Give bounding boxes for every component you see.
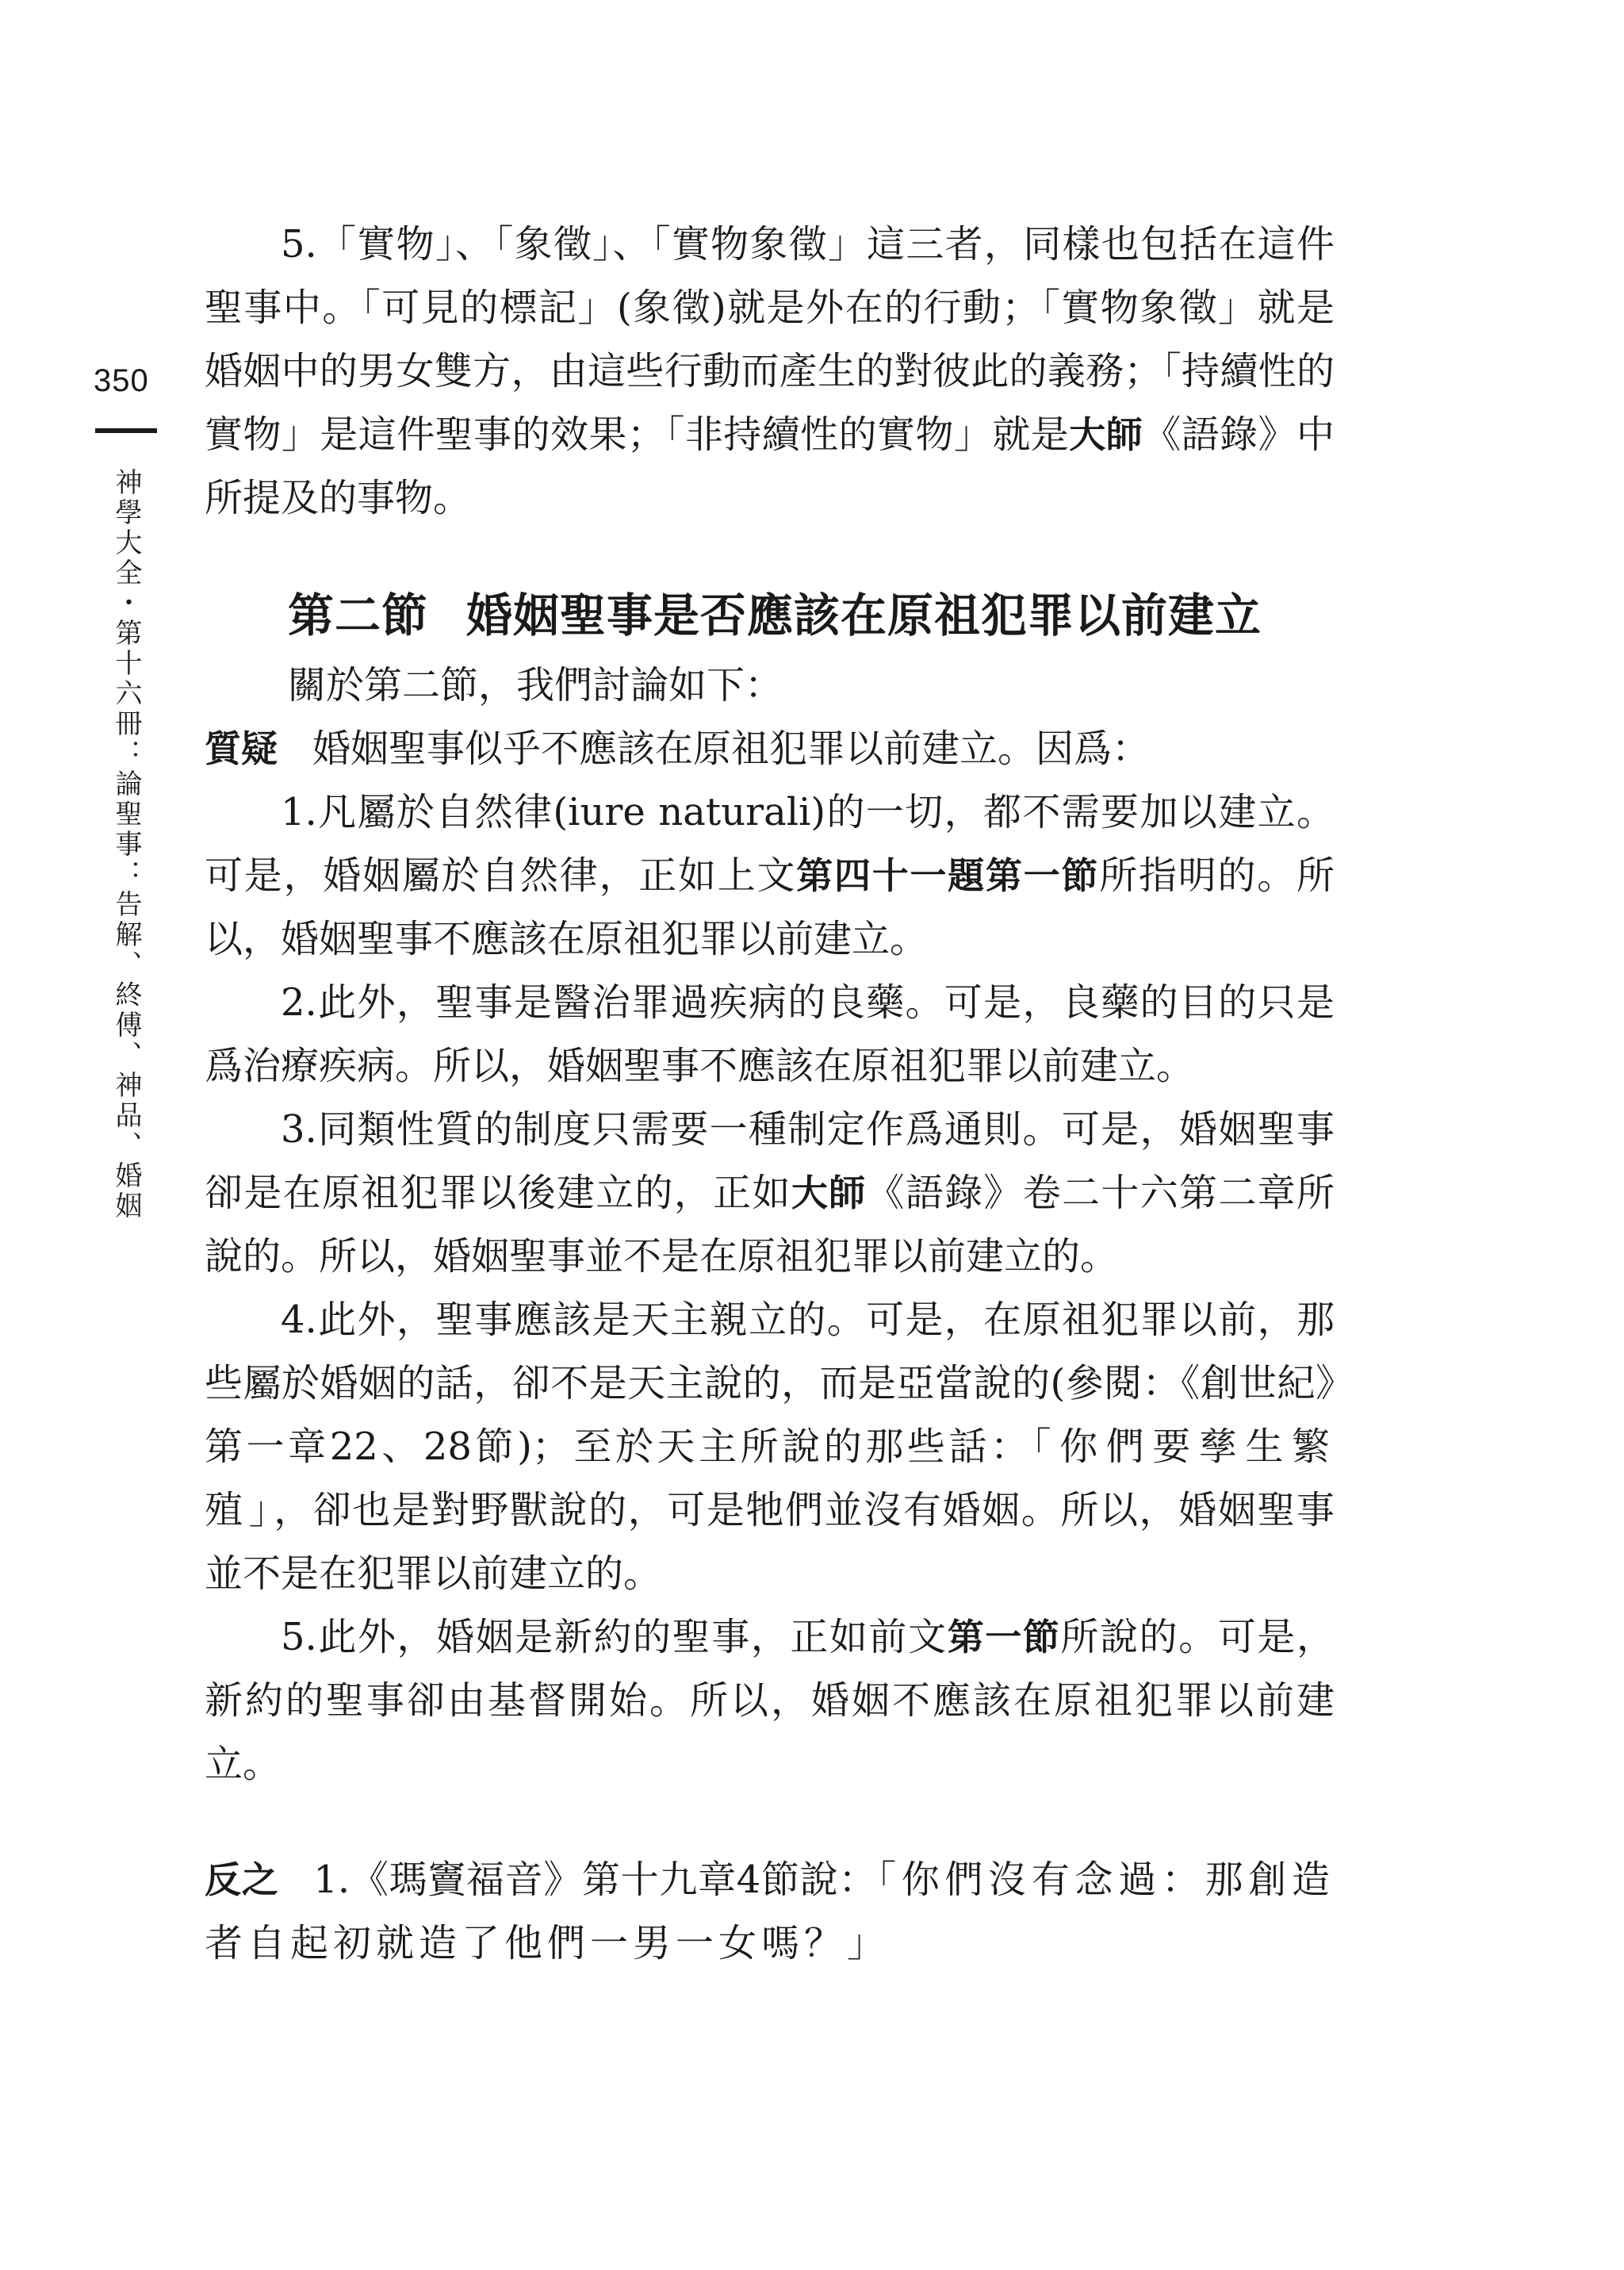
section-heading <box>205 582 1335 649</box>
objection-lead-text: 婚姻聖事似乎不應該在原祖犯罪以前建立。因爲： <box>312 727 1151 771</box>
objection-2: 2.此外，聖事是醫治罪過疾病的良藥。可是，良藥的目的只是爲治療疾病。所以，婚姻聖事不應該在原祖犯罪以前建立。 <box>205 980 1335 1088</box>
objection-5-bold: 第一節 <box>947 1616 1061 1658</box>
objection-4 <box>205 1288 1335 1605</box>
objection-3-bold: 大師 <box>791 1171 867 1214</box>
paragraph-5 <box>205 213 1335 530</box>
objection-1-text: 1.凡屬於自然律(iure naturali)的一切，都不需要加以建立。可是，婚姻屬於自然律，正如上文 <box>205 790 1335 898</box>
paragraph-5-bold: 大師 <box>1069 413 1143 456</box>
objection-3-end: 《語錄》卷二十六第二章所說的。所以，婚姻聖事並不是在原祖犯罪以前建立的。 <box>205 1171 1335 1279</box>
objection-3-text: 3.同類性質的制度只需要一種制定作爲通則。可是，婚姻聖事卻是在原祖犯罪以後建立的，正如 <box>205 1107 1335 1215</box>
objection-5-text: 5.此外，婚姻是新約的聖事，正如前文 <box>281 1615 948 1659</box>
main-text <box>205 213 1335 1975</box>
margin-rule <box>95 428 157 433</box>
section-intro: 關於第二節，我們討論如下： <box>288 663 783 707</box>
contrary-1-text: 1.《瑪竇福音》第十九章4節說： <box>313 1858 878 1902</box>
contrary-label: 反之 <box>205 1858 279 1901</box>
objection-5-end: 所說的。可是，新約的聖事卻由基督開始。所以，婚姻不應該在原祖犯罪以前建立。 <box>205 1615 1335 1786</box>
objection-label: 質疑 <box>205 727 278 770</box>
objection-1-end: 所指明的。所以，婚姻聖事不應該在原祖犯罪以前建立。 <box>205 853 1335 961</box>
objection-1 <box>205 780 1335 971</box>
page-number: 350 <box>94 363 149 398</box>
objection-4-end: ，卻也是對野獸說的，可是牠們並沒有婚姻。所以，婚姻聖事並不是在犯罪以前建立的。 <box>205 1488 1335 1596</box>
objection-4-quote: 「你們要孳生繁殖」 <box>205 1425 1335 1532</box>
objection-3 <box>205 1098 1335 1288</box>
paragraph-5-text: 5.「實物」、「象徵」、「實物象徵」這三者，同樣也包括在這件聖事中。「可見的標記」(象徵)就是外在的行動；「實物象徵」就是婚姻中的男女雙方，由這些行動而產生的對彼此的義務；「持續性的實物」是這件聖事的效果；「非持續性的實物」就是 <box>205 222 1335 457</box>
section-label: 第二節 <box>288 589 429 642</box>
objection-4-text: 4.此外，聖事應該是天主親立的。可是，在原祖犯罪以前，那些屬於婚姻的話，卻不是天主說的，而是亞當說的(參閱：《創世紀》第一章22、28節)；至於天主所說的那些話： <box>205 1298 1335 1469</box>
running-title: 神學大全・第十六冊：論聖事：告解、終傅、神品、婚姻 <box>110 468 142 1221</box>
objection-lead <box>205 717 1335 780</box>
contrary-1-quote: 「你們沒有念過：那創造者自起初就造了他們一男一女嗎？」 <box>205 1858 1335 1965</box>
objection-5 <box>205 1605 1335 1796</box>
objection-1-bold: 第四十一題第一節 <box>796 854 1100 897</box>
contrary-1 <box>205 1848 1335 1975</box>
section-title: 婚姻聖事是否應該在原祖犯罪以前建立 <box>466 589 1262 642</box>
paragraph-5-end: 《語錄》中所提及的事物。 <box>205 412 1335 520</box>
